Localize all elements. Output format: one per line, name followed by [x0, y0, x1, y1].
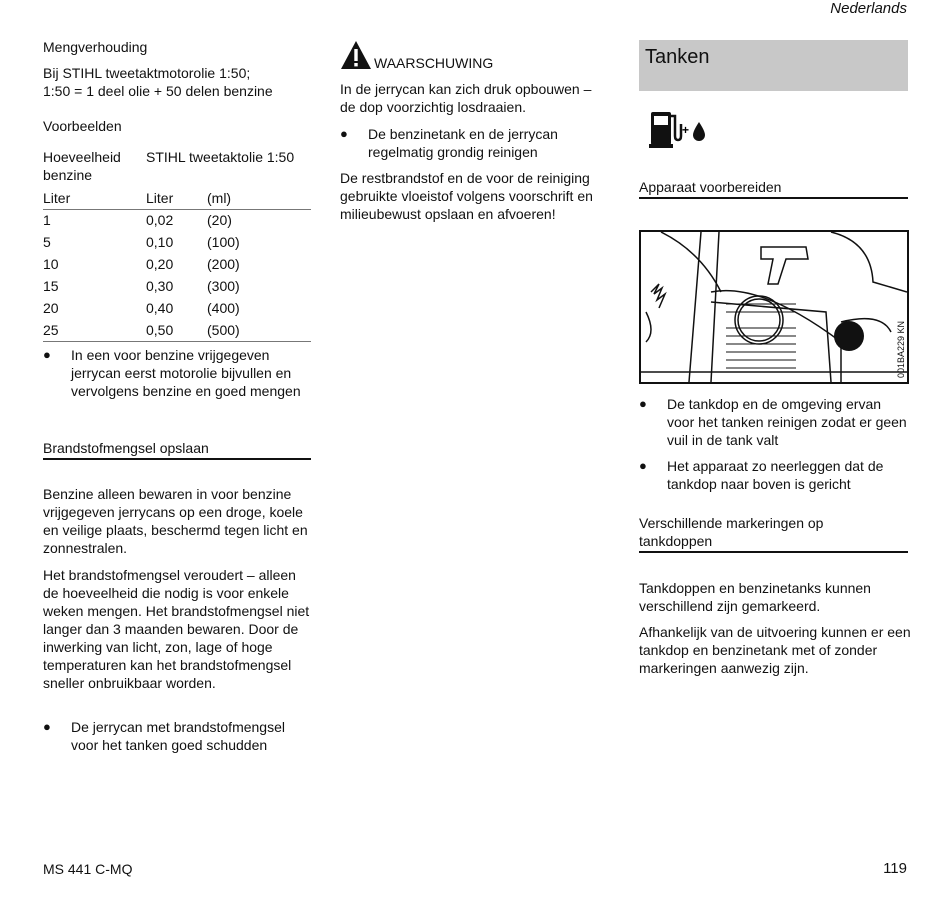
- aging-body: – alleen de hoeveelheid die nodig is voor enkele weken mengen. Het brandstofmengsel niet langer dan 3 maanden bewaren. Door de inwerking van licht, zon, lage of hoge temperaturen kan het brandstofmengsel sneller onbruikbaar worden.: [43, 567, 310, 691]
- storage-heading: Brandstofmengsel opslaan: [43, 439, 311, 460]
- cell: 20: [43, 300, 59, 316]
- warning-label: WAARSCHUWING: [374, 55, 494, 71]
- examples-heading: Voorbeelden: [43, 118, 122, 134]
- bullet-text: Het apparaat zo neerleggen dat de tankdop naar boven is gericht: [667, 458, 884, 492]
- page-number: 119: [883, 860, 907, 877]
- bullet-icon: ●: [43, 347, 51, 362]
- section-title: Tanken: [639, 40, 908, 91]
- cell: 1: [43, 212, 51, 229]
- cell: 5: [43, 234, 51, 250]
- table-row: [43, 297, 311, 319]
- th-quantity: Hoeveelheid benzine: [43, 149, 121, 183]
- aging-text: [43, 566, 313, 692]
- cell: (100): [207, 234, 240, 250]
- bullet-item: [639, 457, 909, 493]
- cell: (20): [207, 212, 232, 229]
- cell: 0,50: [146, 321, 174, 338]
- table-row: [43, 319, 311, 341]
- th-cell: (ml): [207, 189, 232, 206]
- mix-text: [43, 64, 273, 100]
- markings-para-1: Tankdoppen en benzinetanks kunnen verschillend zijn gemarkeerd.: [639, 580, 871, 614]
- figure-code: 001BA229 KN: [896, 320, 906, 378]
- table-row: [43, 253, 311, 275]
- cell: 0,02: [146, 212, 174, 229]
- mix-line: Bij STIHL tweetaktmotorolie 1:50;: [43, 65, 251, 81]
- warning-triangle-icon: [340, 40, 372, 70]
- aging-bold: Het brandstofmengsel veroudert: [43, 567, 243, 583]
- warning-text: In de jerrycan kan zich druk opbouwen – de dop voorzichtig losdraaien.: [340, 81, 592, 115]
- disposal-text: De restbrandstof en de voor de reiniging gebruikte vloeistof volgens voorschrift en milieubewust opslaan en afvoeren!: [340, 170, 593, 222]
- bullet-item: [43, 718, 313, 754]
- cell: 25: [43, 321, 59, 338]
- cell: 0,20: [146, 256, 174, 272]
- table-row: [43, 275, 311, 297]
- cell: 10: [43, 256, 59, 272]
- bullet-icon: ●: [639, 458, 647, 473]
- fuel-pump-plus-oil-icon: [649, 110, 709, 150]
- bullet-text: De jerrycan met brandstofmengsel voor het tanken goed schudden: [71, 719, 285, 753]
- cell: (200): [207, 256, 240, 272]
- cell: (300): [207, 278, 240, 294]
- prep-heading: Apparaat voorbereiden: [639, 178, 908, 199]
- bullet-text: De benzinetank en de jerrycan regelmatig grondig reinigen: [368, 126, 558, 160]
- bullet-text: De tankdop en de omgeving ervan voor het tanken reinigen zodat er geen vuil in de tank valt: [667, 396, 907, 448]
- chainsaw-illustration: [641, 232, 907, 382]
- mix-table: [43, 187, 311, 342]
- table-header-row: [43, 187, 311, 209]
- svg-text:+: +: [682, 123, 690, 137]
- language-label: Nederlands: [830, 0, 907, 17]
- cell: 0,30: [146, 278, 174, 294]
- bullet-icon: ●: [639, 396, 647, 411]
- footer-model: MS 441 C-MQ: [43, 861, 133, 877]
- th-cell: Liter: [146, 189, 174, 206]
- storage-text: Benzine alleen bewaren in voor benzine vrijgegeven jerrycans op een droge, koele en veilige plaats, beschermd tegen licht en zonnestralen.: [43, 486, 308, 556]
- cell: (400): [207, 300, 240, 316]
- bullet-item: [639, 395, 909, 449]
- bullet-text: In een voor benzine vrijgegeven jerrycan eerst motorolie bijvullen en vervolgens benzine en goed mengen: [71, 347, 301, 399]
- cell: 15: [43, 278, 59, 294]
- markings-para-2: Afhankelijk van de uitvoering kunnen er een tankdop en benzinetank met of zonder markeringen aanwezig zijn.: [639, 624, 911, 676]
- th-oil: STIHL tweetaktolie 1:50: [146, 149, 295, 165]
- bullet-item: [43, 346, 313, 400]
- cell: 0,40: [146, 300, 174, 316]
- markings-heading: Verschillende markeringen op tankdoppen: [639, 514, 908, 553]
- bullet-item: [340, 125, 610, 161]
- mix-line: 1:50 = 1 deel olie + 50 delen benzine: [43, 83, 273, 99]
- cell: 0,10: [146, 234, 174, 250]
- chainsaw-figure: [639, 230, 909, 384]
- th-cell: Liter: [43, 189, 71, 206]
- mix-heading: Mengverhouding: [43, 39, 148, 55]
- bullet-icon: ●: [340, 126, 348, 141]
- table-row: [43, 231, 311, 253]
- bullet-icon: ●: [43, 719, 51, 734]
- table-row: [43, 209, 311, 231]
- cell: (500): [207, 321, 240, 338]
